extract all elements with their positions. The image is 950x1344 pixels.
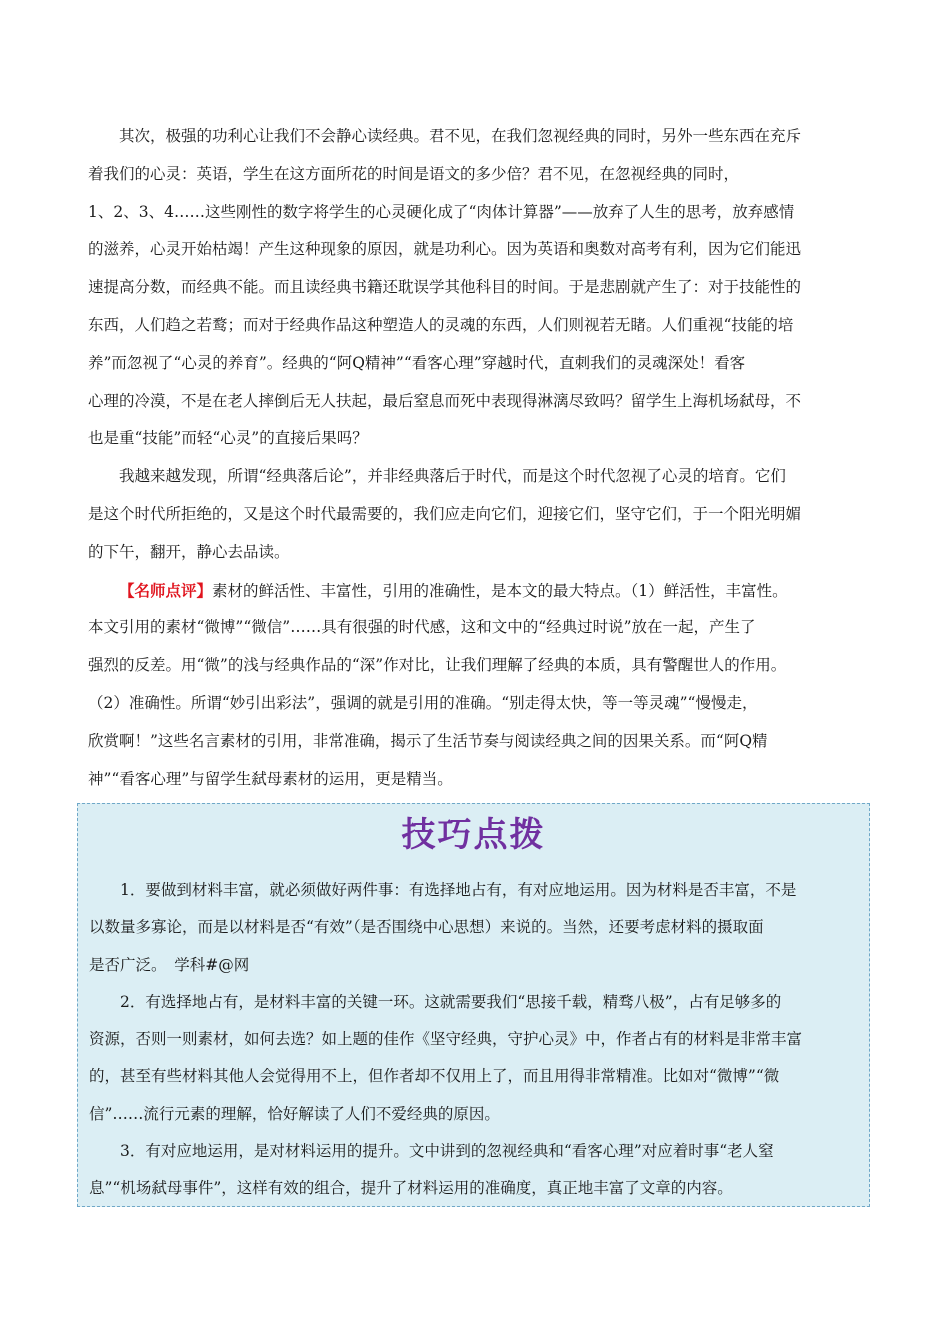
- review-line: 神”“看客心理”与留学生弑母素材的运用，更是精当。: [88, 769, 453, 788]
- tips-line: 的，甚至有些材料其他人会觉得用不上，但作者却不仅用上了，而且用得非常精准。比如对“微博”“微: [89, 1067, 780, 1086]
- article-line: 的下午，翻开，静心去品读。: [88, 542, 290, 561]
- review-tag: 【名师点评】: [119, 580, 213, 600]
- tips-title: 技巧点拨: [401, 815, 546, 855]
- review-line: （2）准确性。所谓“妙引出彩法”，强调的就是引用的准确。“别走得太快，等一等灵魂”“慢慢走，: [88, 693, 758, 712]
- article-body: [88, 118, 872, 798]
- tips-line: 资源，否则一则素材，如何去选？如上题的佳作《坚守经典，守护心灵》中，作者占有的材料是非常丰富: [89, 1030, 803, 1049]
- review-line: 欣赏啊！”这些名言素材的引用，非常准确，揭示了生活节奏与阅读经典之间的因果关系。而“阿Q精: [88, 731, 768, 750]
- tips-line: 息”“机场弑母事件”，这样有效的组合，提升了材料运用的准确度，真正地丰富了文章的内容。: [89, 1179, 733, 1198]
- article-line: 着我们的心灵：英语，学生在这方面所花的时间是语文的多少倍？君不见，在忽视经典的同时，: [88, 164, 740, 183]
- review-line: 强烈的反差。用“微”的浅与经典作品的“深”作对比，让我们理解了经典的本质，具有警醒世人的作用。: [88, 656, 787, 675]
- tips-box: [77, 803, 870, 1207]
- article-line: 东西，人们趋之若鹜；而对于经典作品这种塑造人的灵魂的东西，人们则视若无睹。人们重视“技能的培: [88, 315, 794, 334]
- tips-line: 是否广泛。 学科#@网: [89, 955, 250, 974]
- article-line: 我越来越发现，所谓“经典落后论”，并非经典落后于时代，而是这个时代忽视了心灵的培育。它们: [119, 467, 786, 486]
- tips-line: 2．有选择地占有，是材料丰富的关键一环。这就需要我们“思接千载，精骛八极”，占有足够多的: [120, 992, 782, 1011]
- review-first-line: [88, 572, 872, 610]
- article-line: 也是重“技能”而轻“心灵”的直接后果吗？: [88, 429, 368, 448]
- tips-line: 以数量多寡论，而是以材料是否“有效”（是否围绕中心思想）来说的。当然，还要考虑材料的摄取面: [89, 918, 764, 937]
- article-line: 其次，极强的功利心让我们不会静心读经典。君不见，在我们忽视经典的同时，另外一些东西在充斥: [119, 127, 802, 145]
- review-text: 素材的鲜活性、丰富性，引用的准确性，是本文的最大特点。（1）鲜活性，丰富性。: [212, 581, 788, 600]
- article-line: 1、2、3、4……这些刚性的数字将学生的心灵硬化成了“肉体计算器”——放弃了人生的思考，放弃感情: [88, 202, 795, 221]
- article-line: 养”而忽视了“心灵的养育”。经典的“阿Q精神”“看客心理”穿越时代，直刺我们的灵魂深处！看客: [88, 353, 746, 372]
- article-line: 的滋养，心灵开始枯竭！产生这种现象的原因，就是功利心。因为英语和奥数对高考有利，因为它们能迅: [88, 240, 802, 259]
- tips-body: [89, 872, 861, 1208]
- article-line: 速提高分数，而经典不能。而且读经典书籍还耽误学其他科目的时间。于是悲剧就产生了：对于技能性的: [88, 278, 802, 297]
- review-line: 本文引用的素材“微博”“微信”……具有很强的时代感，这和文中的“经典过时说”放在一起，产生了: [88, 618, 756, 637]
- tips-line: 1．要做到材料丰富，就必须做好两件事：有选择地占有，有对应地运用。因为材料是否丰富，不是: [120, 881, 797, 899]
- article-line: 心理的冷漠，不是在老人摔倒后无人扶起，最后窒息而死中表现得淋漓尽致吗？留学生上海机场弑母，不: [88, 391, 802, 410]
- article-line: 是这个时代所拒绝的，又是这个时代最需要的，我们应走向它们，迎接它们，坚守它们，于一个阳光明媚: [88, 504, 802, 523]
- tips-line: 3．有对应地运用，是对材料运用的提升。文中讲到的忽视经典和“看客心理”对应着时事“老人窒: [120, 1142, 774, 1161]
- tips-line: 信”……流行元素的理解，恰好解读了人们不爱经典的原因。: [89, 1104, 500, 1123]
